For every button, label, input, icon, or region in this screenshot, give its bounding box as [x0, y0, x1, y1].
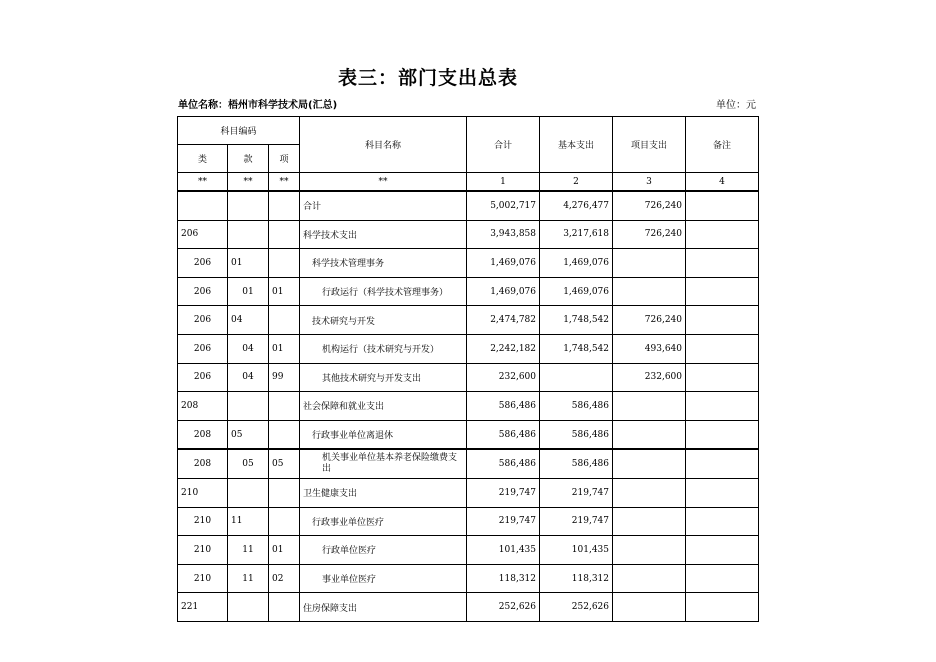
table-row	[178, 593, 759, 622]
cell-total: 5,002,717	[467, 191, 540, 220]
index-xiang: **	[269, 173, 300, 192]
cell-subject-name: 科学技术管理事务	[300, 249, 467, 278]
cell-basic: 586,486	[540, 392, 613, 421]
cell-basic	[540, 363, 613, 392]
cell-basic: 219,747	[540, 507, 613, 536]
cell-subject-name: 机关事业单位基本养老保险缴费支出	[300, 449, 467, 478]
table-row	[178, 306, 759, 335]
index-kuan: **	[228, 173, 269, 192]
cell-xiang	[269, 507, 300, 536]
cell-xiang: 02	[269, 564, 300, 593]
cell-project: 726,240	[613, 191, 686, 220]
cell-project: 726,240	[613, 306, 686, 335]
table-row	[178, 249, 759, 278]
cell-lei: 208	[178, 392, 228, 421]
cell-project: 726,240	[613, 220, 686, 249]
table-row	[178, 334, 759, 363]
cell-lei: 208	[178, 449, 228, 478]
cell-total: 219,747	[467, 478, 540, 507]
cell-lei: 206	[178, 249, 228, 278]
index-total: 1	[467, 173, 540, 192]
cell-note	[686, 334, 759, 363]
cell-kuan: 01	[228, 277, 269, 306]
expenditure-table	[177, 116, 759, 622]
cell-total: 219,747	[467, 507, 540, 536]
cell-total: 586,486	[467, 449, 540, 478]
cell-lei: 210	[178, 507, 228, 536]
cell-subject-name: 其他技术研究与开发支出	[300, 363, 467, 392]
cell-total: 586,486	[467, 420, 540, 449]
table-row	[178, 420, 759, 449]
cell-project	[613, 564, 686, 593]
cell-note	[686, 277, 759, 306]
cell-subject-name: 科学技术支出	[300, 220, 467, 249]
table-row	[178, 277, 759, 306]
cell-lei	[178, 191, 228, 220]
cell-kuan: 11	[228, 564, 269, 593]
cell-note	[686, 306, 759, 335]
cell-lei: 206	[178, 306, 228, 335]
cell-total: 3,943,858	[467, 220, 540, 249]
cell-lei: 206	[178, 277, 228, 306]
cell-basic: 101,435	[540, 536, 613, 565]
cell-total: 2,474,782	[467, 306, 540, 335]
cell-project	[613, 277, 686, 306]
table-row	[178, 507, 759, 536]
basic-header: 基本支出	[540, 117, 613, 173]
cell-lei: 206	[178, 363, 228, 392]
cell-note	[686, 249, 759, 278]
cell-basic: 1,469,076	[540, 277, 613, 306]
cell-lei: 206	[178, 220, 228, 249]
cell-note	[686, 220, 759, 249]
cell-kuan: 01	[228, 249, 269, 278]
cell-lei: 210	[178, 564, 228, 593]
cell-subject-name: 住房保障支出	[300, 593, 467, 622]
cell-kuan	[228, 392, 269, 421]
cell-note	[686, 420, 759, 449]
cell-kuan: 04	[228, 334, 269, 363]
cell-lei: 208	[178, 420, 228, 449]
cell-xiang	[269, 306, 300, 335]
cell-xiang: 99	[269, 363, 300, 392]
cell-project	[613, 507, 686, 536]
cell-xiang: 05	[269, 449, 300, 478]
cell-subject-name: 行政运行（科学技术管理事务）	[300, 277, 467, 306]
cell-note	[686, 191, 759, 220]
index-project: 3	[613, 173, 686, 192]
table-row	[178, 478, 759, 507]
table-row	[178, 564, 759, 593]
unit-name: 单位名称：梧州市科学技术局(汇总)	[178, 100, 338, 111]
cell-lei: 206	[178, 334, 228, 363]
table-row	[178, 449, 759, 478]
cell-kuan: 04	[228, 363, 269, 392]
cell-basic: 3,217,618	[540, 220, 613, 249]
cell-kuan	[228, 593, 269, 622]
cell-project: 493,640	[613, 334, 686, 363]
cell-kuan: 04	[228, 306, 269, 335]
cell-kuan	[228, 478, 269, 507]
cell-subject-name: 行政事业单位医疗	[300, 507, 467, 536]
cell-total: 252,626	[467, 593, 540, 622]
page-title: 表三：部门支出总表	[338, 67, 519, 89]
index-note: 4	[686, 173, 759, 192]
cell-basic: 1,469,076	[540, 249, 613, 278]
cell-kuan	[228, 191, 269, 220]
cell-subject-name: 技术研究与开发	[300, 306, 467, 335]
cell-subject-name: 社会保障和就业支出	[300, 392, 467, 421]
cell-total: 118,312	[467, 564, 540, 593]
cell-basic: 219,747	[540, 478, 613, 507]
index-lei: **	[178, 173, 228, 192]
cell-note	[686, 449, 759, 478]
table-row	[178, 363, 759, 392]
cell-project	[613, 536, 686, 565]
cell-kuan: 05	[228, 449, 269, 478]
cell-basic: 252,626	[540, 593, 613, 622]
cell-note	[686, 363, 759, 392]
xiang-header: 项	[269, 145, 300, 173]
cell-lei: 210	[178, 478, 228, 507]
cell-subject-name: 行政事业单位离退休	[300, 420, 467, 449]
cell-subject-name: 卫生健康支出	[300, 478, 467, 507]
cell-project: 232,600	[613, 363, 686, 392]
cell-subject-name: 机构运行（技术研究与开发）	[300, 334, 467, 363]
cell-lei: 210	[178, 536, 228, 565]
cell-project	[613, 478, 686, 507]
cell-note	[686, 507, 759, 536]
cell-xiang	[269, 392, 300, 421]
cell-xiang	[269, 478, 300, 507]
unit-label: 单位：元	[716, 100, 756, 111]
cell-xiang	[269, 220, 300, 249]
cell-total: 1,469,076	[467, 277, 540, 306]
code-group-header: 科目编码	[178, 117, 300, 145]
kuan-header: 款	[228, 145, 269, 173]
cell-basic: 118,312	[540, 564, 613, 593]
cell-xiang	[269, 191, 300, 220]
cell-kuan	[228, 220, 269, 249]
table-row	[178, 392, 759, 421]
cell-basic: 586,486	[540, 420, 613, 449]
cell-note	[686, 478, 759, 507]
cell-project	[613, 392, 686, 421]
lei-header: 类	[178, 145, 228, 173]
cell-project	[613, 449, 686, 478]
cell-xiang: 01	[269, 334, 300, 363]
index-row	[178, 173, 759, 192]
cell-xiang: 01	[269, 277, 300, 306]
cell-total: 1,469,076	[467, 249, 540, 278]
header-row-1	[178, 117, 759, 145]
cell-note	[686, 593, 759, 622]
cell-subject-name: 合计	[300, 191, 467, 220]
cell-total: 2,242,182	[467, 334, 540, 363]
cell-basic: 1,748,542	[540, 306, 613, 335]
index-basic: 2	[540, 173, 613, 192]
cell-xiang	[269, 593, 300, 622]
table-row	[178, 536, 759, 565]
cell-lei: 221	[178, 593, 228, 622]
table-row	[178, 191, 759, 220]
total-header: 合计	[467, 117, 540, 173]
cell-subject-name: 行政单位医疗	[300, 536, 467, 565]
cell-xiang	[269, 249, 300, 278]
cell-note	[686, 392, 759, 421]
table-row	[178, 220, 759, 249]
cell-total: 232,600	[467, 363, 540, 392]
cell-kuan: 11	[228, 507, 269, 536]
project-header: 项目支出	[613, 117, 686, 173]
cell-basic: 1,748,542	[540, 334, 613, 363]
cell-total: 101,435	[467, 536, 540, 565]
cell-xiang	[269, 420, 300, 449]
cell-kuan: 05	[228, 420, 269, 449]
cell-kuan: 11	[228, 536, 269, 565]
note-header: 备注	[686, 117, 759, 173]
cell-basic: 586,486	[540, 449, 613, 478]
cell-project	[613, 593, 686, 622]
cell-note	[686, 564, 759, 593]
cell-xiang: 01	[269, 536, 300, 565]
cell-project	[613, 420, 686, 449]
cell-note	[686, 536, 759, 565]
cell-total: 586,486	[467, 392, 540, 421]
cell-project	[613, 249, 686, 278]
cell-basic: 4,276,477	[540, 191, 613, 220]
cell-subject-name: 事业单位医疗	[300, 564, 467, 593]
subject-name-header: 科目名称	[300, 117, 467, 173]
index-name: **	[300, 173, 467, 192]
